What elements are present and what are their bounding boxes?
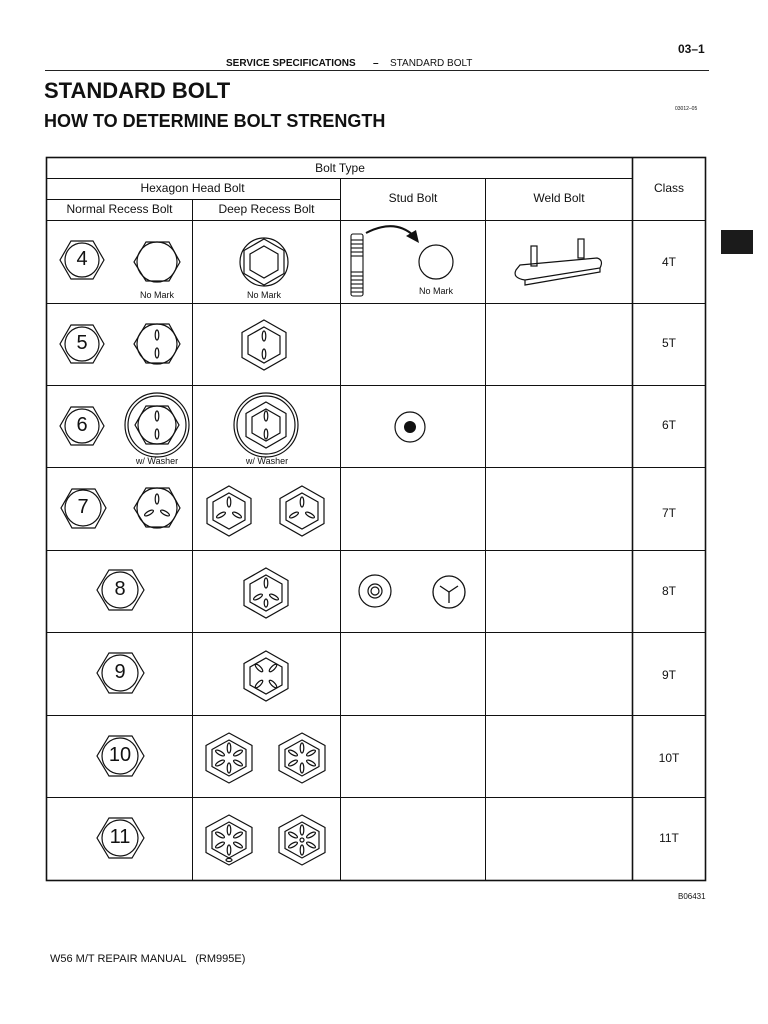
class-7t: 7T (661, 506, 676, 520)
deep-recess-six-line-icon (206, 733, 252, 783)
class-5t: 5T (661, 336, 676, 350)
deep-recess-washer-icon (234, 393, 298, 457)
arrow-icon (366, 226, 419, 243)
bolt-no-mark-hex-icon (134, 242, 180, 282)
head-mark-9: 9 (114, 661, 126, 683)
deep-recess-seven-line-alt-icon (279, 815, 325, 865)
hexagon-head-bolt-header: Hexagon Head Bolt (140, 181, 245, 195)
deep-recess-four-line-icon (244, 568, 288, 618)
deep-recess-two-line-icon (242, 320, 286, 370)
footer-manual-title: W56 M/T REPAIR MANUAL (RM995E) (50, 953, 246, 965)
bolt-washer-two-line-icon (125, 393, 189, 457)
stud-bolt-icon (351, 234, 363, 296)
no-mark-caption-normal: No Mark (139, 290, 174, 300)
deep-recess-three-line-alt-icon (280, 486, 324, 536)
deep-recess-six-line-alt-icon (279, 733, 325, 783)
bolt-two-line-hex-icon (134, 324, 180, 364)
washer-caption-normal: w/ Washer (135, 456, 179, 466)
table-grid (46, 157, 706, 881)
class-header: Class (653, 181, 684, 195)
normal-recess-bolt-header: Normal Recess Bolt (66, 202, 173, 216)
stud-y-mark-icon (433, 576, 465, 608)
figure-code: 03012–05 (675, 106, 698, 112)
no-mark-caption-deep: No Mark (246, 290, 281, 300)
head-mark-10: 10 (108, 744, 132, 766)
weld-bolt-header: Weld Bolt (533, 191, 585, 205)
deep-recess-bolt-header: Deep Recess Bolt (218, 202, 315, 216)
deep-recess-three-line-icon (207, 486, 251, 536)
page-number: 03–1 (678, 42, 705, 56)
header-dash: – (373, 58, 379, 69)
head-mark-11: 11 (109, 826, 131, 848)
page-title: STANDARD BOLT (44, 78, 231, 103)
head-mark-8: 8 (114, 578, 126, 600)
stud-dot-mark-icon (395, 412, 425, 442)
no-mark-caption-stud: No Mark (418, 286, 453, 296)
head-mark-7: 7 (77, 496, 89, 518)
header-section: SERVICE SPECIFICATIONS (226, 58, 356, 69)
deep-recess-five-line-icon (244, 651, 288, 701)
page-subtitle: HOW TO DETERMINE BOLT STRENGTH (44, 111, 386, 131)
class-6t: 6T (661, 418, 676, 432)
bolt-three-line-hex-icon (134, 488, 180, 528)
deep-recess-no-mark-icon (240, 238, 288, 286)
class-8t: 8T (661, 584, 676, 598)
class-10t: 10T (658, 751, 680, 765)
head-mark-4: 4 (76, 248, 88, 270)
header-subsection: STANDARD BOLT (390, 58, 473, 69)
deep-recess-seven-line-icon (206, 815, 252, 865)
image-code: B06431 (678, 892, 706, 901)
class-9t: 9T (661, 668, 676, 682)
stud-bolt-header: Stud Bolt (388, 191, 438, 205)
washer-caption-deep: w/ Washer (245, 456, 289, 466)
stud-end-no-mark-icon (419, 245, 453, 279)
bolt-type-header: Bolt Type (315, 161, 365, 175)
class-4t: 4T (661, 255, 676, 269)
weld-bolt-icon (515, 239, 601, 285)
class-11t: 11T (659, 831, 679, 845)
head-mark-5: 5 (76, 332, 88, 354)
head-mark-6: 6 (76, 414, 88, 436)
stud-ring-mark-icon (359, 575, 391, 607)
